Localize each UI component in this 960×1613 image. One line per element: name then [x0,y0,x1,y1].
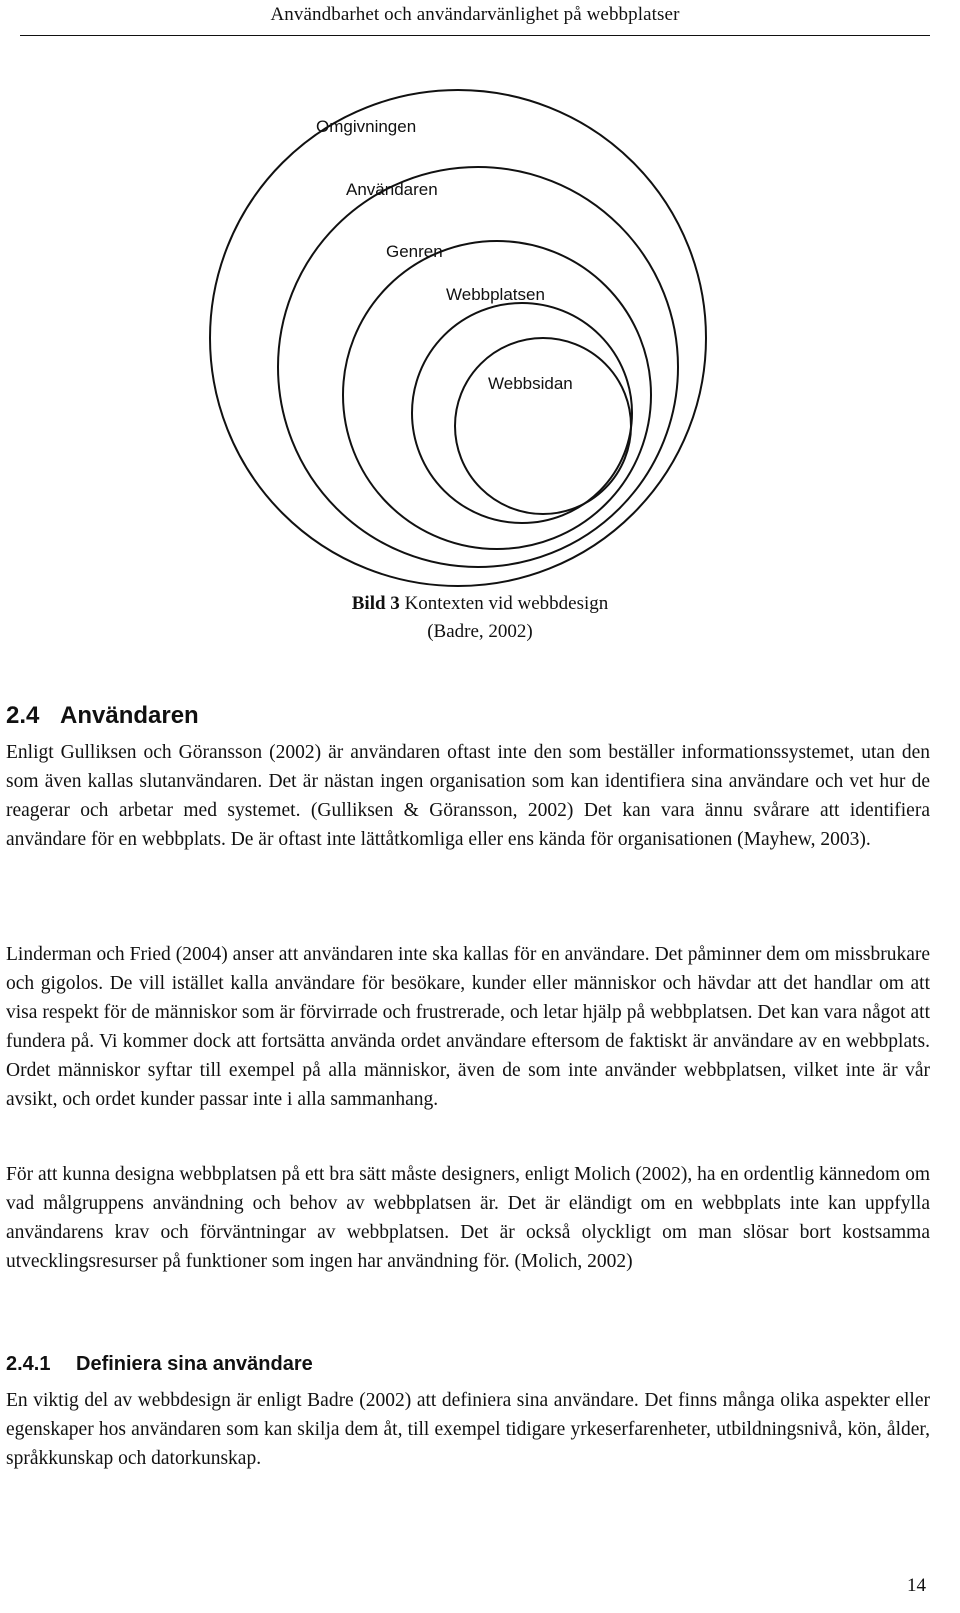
circle-webbplatsen [412,303,632,523]
circle-omgivningen [210,90,706,586]
page-number: 14 [907,1575,926,1596]
caption-label: Bild 3 [351,593,400,614]
paragraph-2: Linderman och Fried (2004) anser att användaren inte ska kallas för en användare. Det påminner dem om missbrukare och gigolos. De vill istället kalla användare för besökare, kunder eller människor och hävdar att det handlar om att visa respekt för de människor som är förvirrade och frustrerade, och letar hjälp på webbplatsen. Det kan vara något att fundera på. Vi kommer dock att fortsätta använda ordet användare eftersom de faktiskt är användare av en webbplats. Ordet människor syftar till exempel på alla människor, även de som inte använder webbplatsen, vilket inte är vår avsikt, och ordet kunder passar inte i alla sammanhang. [6,944,930,1110]
subsection-heading [6,1350,313,1378]
subsection-title: Definiera sina användare [76,1353,313,1375]
circle-webbsidan [455,338,631,514]
paragraph-3: För att kunna designa webbplatsen på ett bra sätt måste designers, enligt Molich (2002), ha en ordentlig kännedom om vad målgruppens användning och behov av webbplatsen är. Det är eländigt om en webbplats inte kan uppfylla användarens krav och förväntningar av webbplatsen. Det är också olyckligt om man slösar bort kostsamma utvecklingsresurser på funktioner som ingen har användning för. (Molich, 2002) [6,1164,930,1272]
figure-caption [280,590,680,646]
section-title: Användaren [60,702,199,729]
label-omgivningen: Omgivningen [316,117,417,136]
running-header: Användbarhet och användarvänlighet på webbplatser [270,4,680,25]
label-genren: Genren [386,242,443,261]
subsection-number: 2.4.1 [6,1353,51,1375]
section-number: 2.4 [6,702,40,729]
caption-text: Kontexten vid webbdesign [404,593,609,614]
label-webbsidan: Webbsidan [488,374,573,393]
caption-source: (Badre, 2002) [427,621,533,642]
paragraph-1: Enligt Gulliksen och Göransson (2002) är användaren oftast inte den som beställer informationssystemet, utan den som även kallas slutanvändaren. Det är nästan ingen organisation som kan identifiera sina användare och vet hur de reagerar och arbetar med systemet. (Gulliksen & Göransson, 2002) Det kan vara ännu svårare att identifiera användare för en webbplats. De är oftast inte lättåtkomliga eller ens kända för organisationen (Mayhew, 2003). [6,742,930,850]
context-diagram [200,80,720,600]
section-heading [6,700,199,732]
label-anvandaren: Användaren [346,180,438,199]
label-webbplatsen: Webbplatsen [446,285,545,304]
paragraph-4: En viktig del av webbdesign är enligt Badre (2002) att definiera sina användare. Det finns många olika aspekter eller egenskaper hos användaren som kan skilja dem åt, till exempel tidigare yrkeserfarenheter, utbildningsnivå, kön, ålder, språkkunskap och datorkunskap. [6,1390,930,1469]
header-rule [20,35,930,36]
